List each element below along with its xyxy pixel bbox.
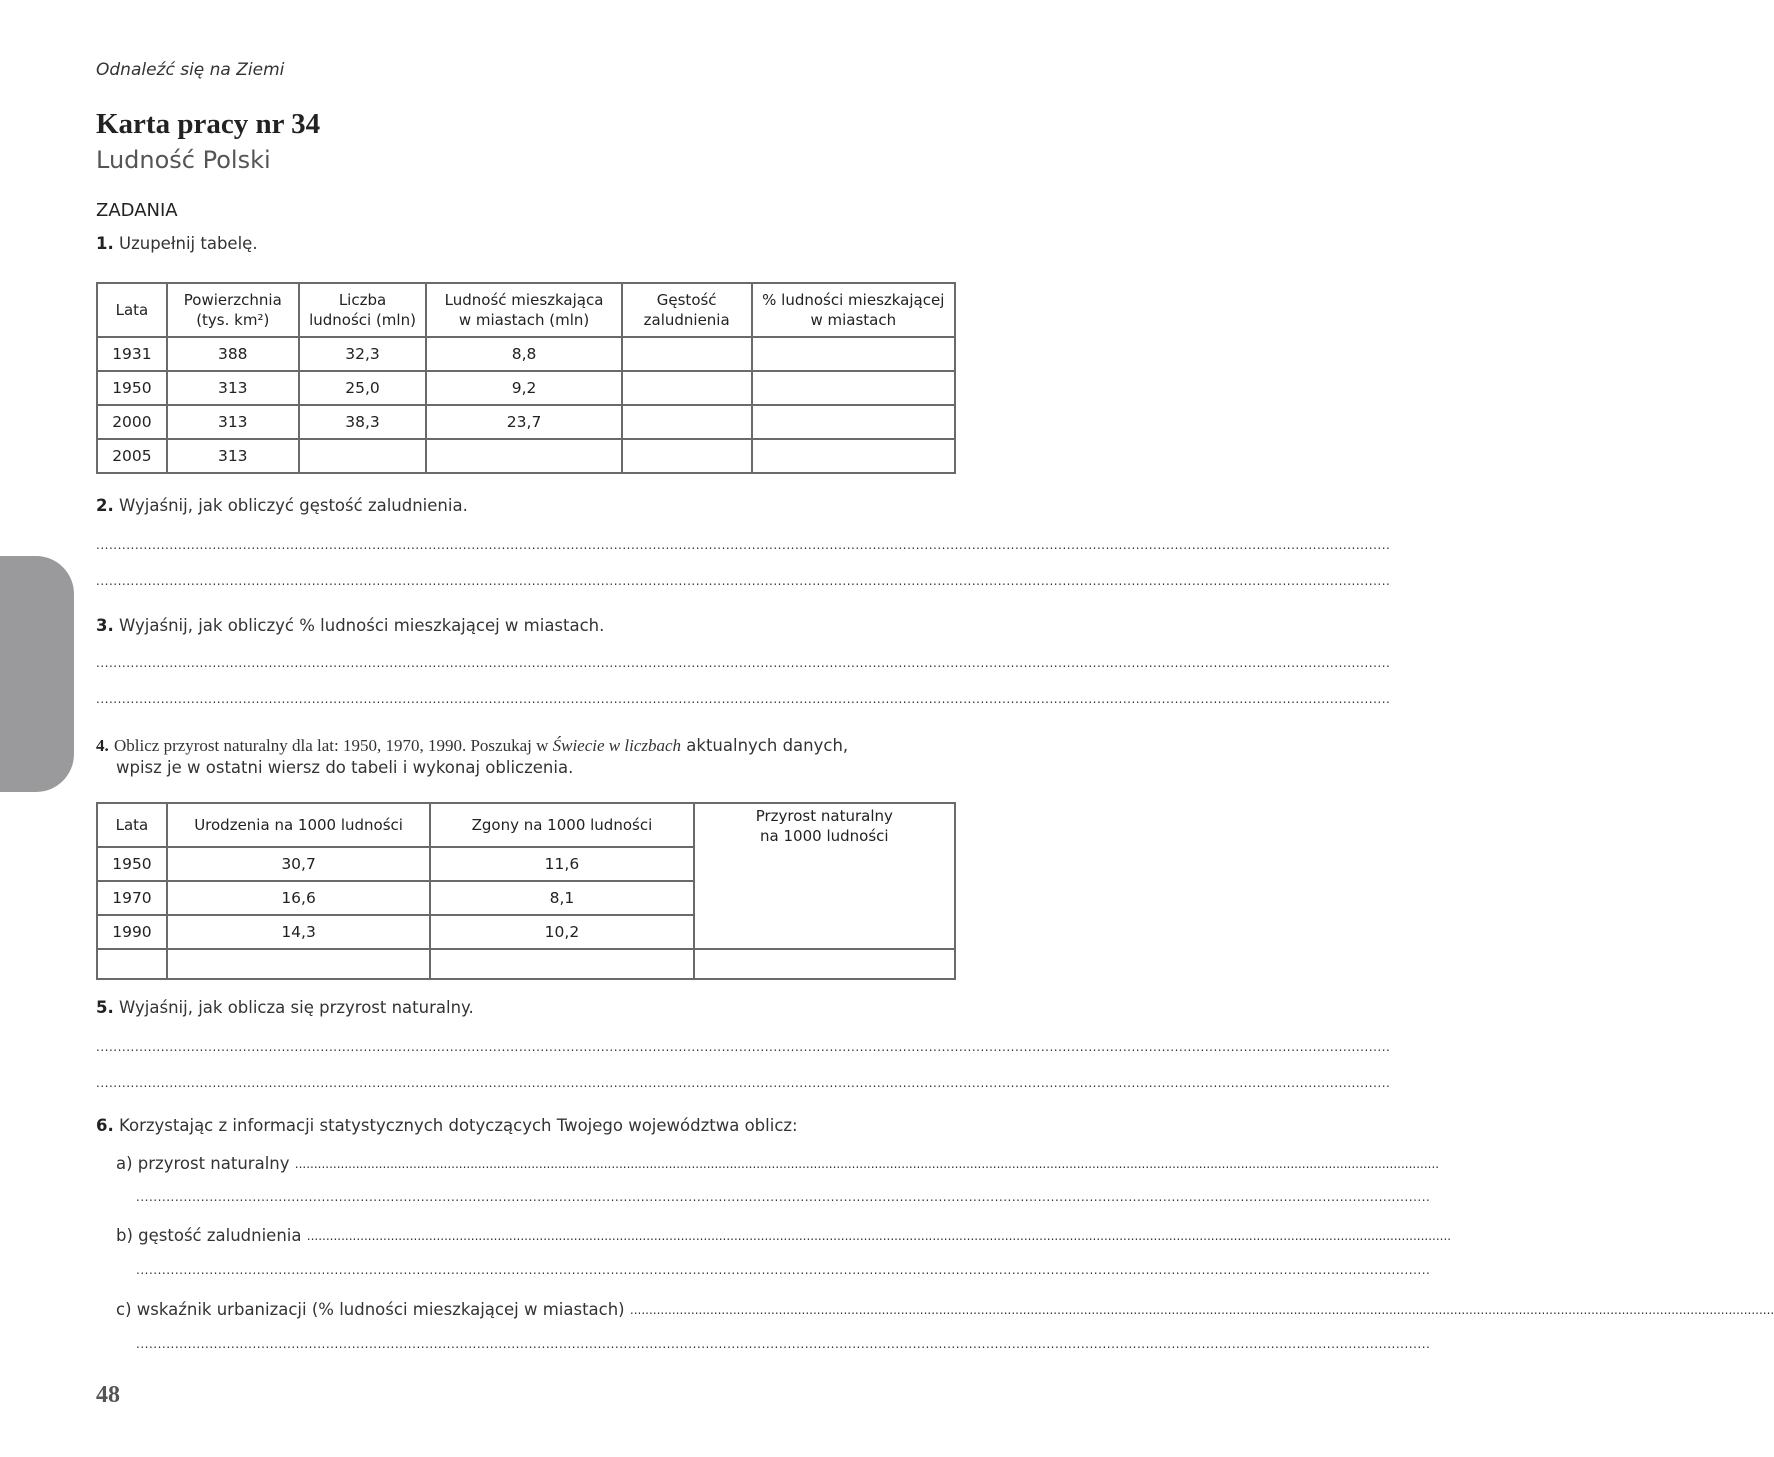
task-3-number: 3. [96, 616, 114, 635]
answer-line[interactable]: ............................................................................................................................................................................................................................................................................................................ [96, 1076, 1391, 1090]
task-1-number: 1. [96, 234, 114, 253]
answer-cell[interactable] [622, 337, 752, 371]
table-cell: 23,7 [426, 405, 621, 439]
table-cell: 30,7 [167, 847, 430, 881]
task-4-text-italic: Świecie w liczbach [552, 736, 682, 755]
page-number: 48 [96, 1382, 120, 1408]
task-2 [96, 496, 468, 516]
answer-cell[interactable] [167, 949, 430, 979]
table-cell: 313 [167, 439, 299, 473]
table-cell: 9,2 [426, 371, 621, 405]
answer-cell[interactable] [622, 405, 752, 439]
population-table-header-urban-population: Ludność mieszkająca w miastach (mln) [426, 283, 621, 337]
task-2-text: Wyjaśnij, jak obliczyć gęstość zaludnienia. [119, 496, 468, 515]
page-subtitle: Ludność Polski [96, 146, 271, 174]
table-row [97, 337, 955, 371]
task-1 [96, 234, 258, 254]
table-row [97, 405, 955, 439]
answer-line[interactable]: ............................................................................................................................................................................................................................................................................................................ [96, 692, 1391, 706]
population-table-header-area: Powierzchnia (tys. km²) [167, 283, 299, 337]
answer-cell[interactable] [622, 371, 752, 405]
answer-line[interactable]: ............................................................................................................................................................................................................................................................................................................ [136, 1263, 1431, 1277]
table-cell: 11,6 [430, 847, 693, 881]
page-title: Karta pracy nr 34 [96, 108, 321, 140]
table-cell: 14,3 [167, 915, 430, 949]
table-cell: 8,8 [426, 337, 621, 371]
task-5 [96, 998, 474, 1018]
task-6c-label: c) wskaźnik urbanizacji (% ludności mieszkającej w miastach) [116, 1300, 625, 1319]
answer-cell[interactable] [752, 405, 955, 439]
task-6 [96, 1116, 798, 1136]
task-4-text-part1: Oblicz przyrost naturalny dla lat: 1950, 1970, 1990. Poszukaj w [114, 736, 553, 755]
task-4-number: 4. [96, 736, 109, 755]
population-table [96, 282, 956, 474]
table-cell: 313 [167, 371, 299, 405]
task-5-number: 5. [96, 998, 114, 1017]
answer-line[interactable]: ............................................................................................................................................................................................................................................................................................................ [96, 1040, 1391, 1054]
table-cell: 32,3 [299, 337, 427, 371]
answer-line[interactable]: ............................................................................................................................................................................................................................................................................................................ [629, 1303, 1774, 1317]
answer-cell[interactable] [97, 949, 167, 979]
growth-table-header-births: Urodzenia na 1000 ludności [167, 803, 430, 847]
section-heading: ZADANIA [96, 200, 178, 221]
side-tab-marker [0, 556, 74, 792]
table-row [97, 439, 955, 473]
task-5-text: Wyjaśnij, jak oblicza się przyrost naturalny. [119, 998, 474, 1017]
answer-line[interactable]: ............................................................................................................................................................................................................................................................................................................ [96, 574, 1391, 588]
growth-table-header-natural-growth[interactable]: Przyrost naturalny na 1000 ludności [694, 803, 955, 949]
running-header: Odnaleźć się na Ziemi [96, 60, 285, 80]
table-cell: 2005 [97, 439, 167, 473]
answer-line[interactable]: ............................................................................................................................................................................................................................................................................................................ [96, 656, 1391, 670]
answer-cell[interactable] [752, 337, 955, 371]
answer-cell[interactable] [622, 439, 752, 473]
task-4 [96, 736, 848, 756]
task-2-number: 2. [96, 496, 114, 515]
table-cell: 1931 [97, 337, 167, 371]
growth-table-header-year: Lata [97, 803, 167, 847]
answer-line[interactable]: ............................................................................................................................................................................................................................................................................................................ [306, 1229, 1452, 1243]
task-6b-label: b) gęstość zaludnienia [116, 1226, 302, 1245]
answer-cell[interactable] [752, 371, 955, 405]
task-6c [116, 1300, 1774, 1320]
task-3-text: Wyjaśnij, jak obliczyć % ludności mieszkającej w miastach. [119, 616, 605, 635]
task-6b [116, 1226, 1452, 1246]
answer-cell[interactable] [430, 949, 693, 979]
task-6a [116, 1154, 1440, 1174]
population-table-header-population: Liczba ludności (mln) [299, 283, 427, 337]
task-4-text-part2: aktualnych danych, [681, 736, 849, 755]
table-cell: 38,3 [299, 405, 427, 439]
table-cell: 25,0 [299, 371, 427, 405]
population-table-header-urban-percent: % ludności mieszkającej w miastach [752, 283, 955, 337]
answer-line[interactable]: ............................................................................................................................................................................................................................................................................................................ [136, 1337, 1431, 1351]
growth-table-header-deaths: Zgony na 1000 ludności [430, 803, 693, 847]
task-3 [96, 616, 604, 636]
population-table-header-year: Lata [97, 283, 167, 337]
answer-line[interactable]: ............................................................................................................................................................................................................................................................................................................ [96, 538, 1391, 552]
answer-cell[interactable] [299, 439, 427, 473]
task-6a-label: a) przyrost naturalny [116, 1154, 290, 1173]
table-cell: 2000 [97, 405, 167, 439]
answer-cell[interactable] [426, 439, 621, 473]
answer-line[interactable]: ............................................................................................................................................................................................................................................................................................................ [294, 1157, 1440, 1171]
answer-cell[interactable] [752, 439, 955, 473]
population-table-header-density: Gęstość zaludnienia [622, 283, 752, 337]
task-1-text: Uzupełnij tabelę. [119, 234, 258, 253]
table-cell: 8,1 [430, 881, 693, 915]
table-row [97, 371, 955, 405]
table-cell: 1950 [97, 371, 167, 405]
table-cell: 1950 [97, 847, 167, 881]
table-cell: 1990 [97, 915, 167, 949]
answer-cell[interactable] [694, 949, 955, 979]
task-6-text: Korzystając z informacji statystycznych dotyczących Twojego województwa oblicz: [119, 1116, 798, 1135]
table-cell: 16,6 [167, 881, 430, 915]
table-cell: 313 [167, 405, 299, 439]
answer-line[interactable]: ............................................................................................................................................................................................................................................................................................................ [136, 1190, 1431, 1204]
task-6-number: 6. [96, 1116, 114, 1135]
natural-growth-table [96, 802, 956, 980]
table-row [97, 949, 955, 979]
table-cell: 388 [167, 337, 299, 371]
table-cell: 10,2 [430, 915, 693, 949]
table-cell: 1970 [97, 881, 167, 915]
task-4-line-2: wpisz je w ostatni wiersz do tabeli i wykonaj obliczenia. [116, 758, 574, 777]
